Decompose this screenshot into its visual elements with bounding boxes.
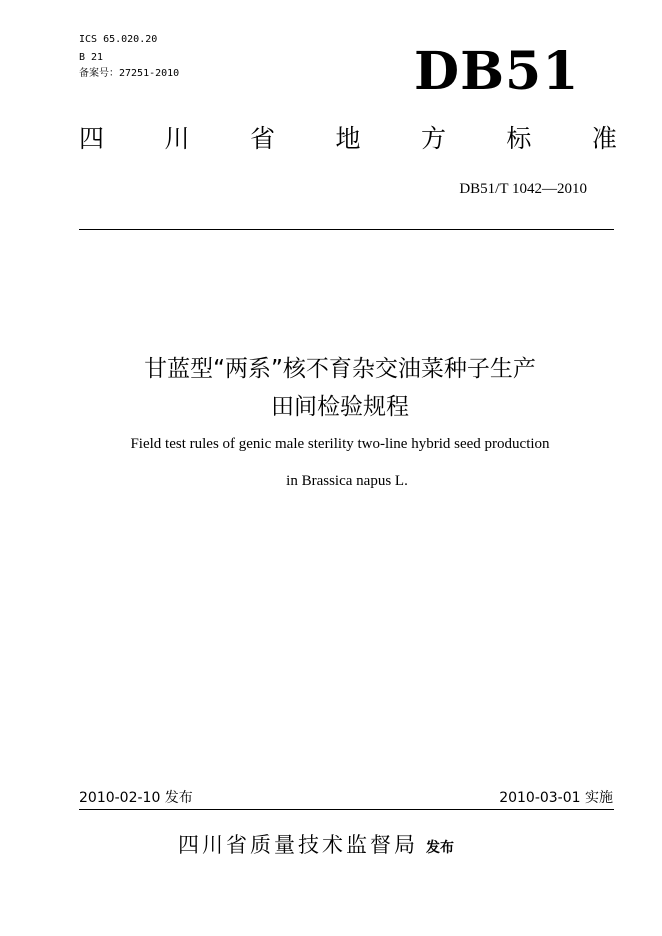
standard-type-char: 标 <box>506 124 532 153</box>
standard-type-heading <box>79 122 617 156</box>
title-english-line-1: Field test rules of genic male sterility two-line hybrid seed production <box>130 436 550 452</box>
record-number: 备案号：27251-2010 <box>79 68 180 79</box>
standard-type-char: 四 <box>79 124 105 153</box>
standard-type-char: 省 <box>249 124 275 153</box>
implementation-date: 2010-03-01 实施 <box>499 790 613 806</box>
title-english-line-2: in Brassica napus L. <box>286 473 408 489</box>
standard-type-char: 地 <box>335 124 361 153</box>
standard-type-char: 川 <box>164 124 190 153</box>
footer-divider <box>79 809 614 810</box>
issuer-suffix: 发布 <box>426 840 454 856</box>
header-divider <box>79 229 614 230</box>
issuer-name: 四川省质量技术监督局 <box>178 833 418 857</box>
standard-logo: DB51 <box>414 41 580 102</box>
classification-code: B 21 <box>79 52 104 63</box>
issuer-line <box>178 831 454 862</box>
issue-date: 2010-02-10 发布 <box>79 790 193 806</box>
ics-code: ICS 65.020.20 <box>79 34 158 45</box>
standard-type-char: 方 <box>420 124 446 153</box>
title-chinese-line-2: 田间检验规程 <box>271 394 409 420</box>
title-chinese-line-1: 甘蓝型“两系”核不育杂交油菜种子生产 <box>144 356 536 382</box>
standard-number: DB51/T 1042—2010 <box>459 181 587 197</box>
standard-type-char: 准 <box>591 124 617 153</box>
